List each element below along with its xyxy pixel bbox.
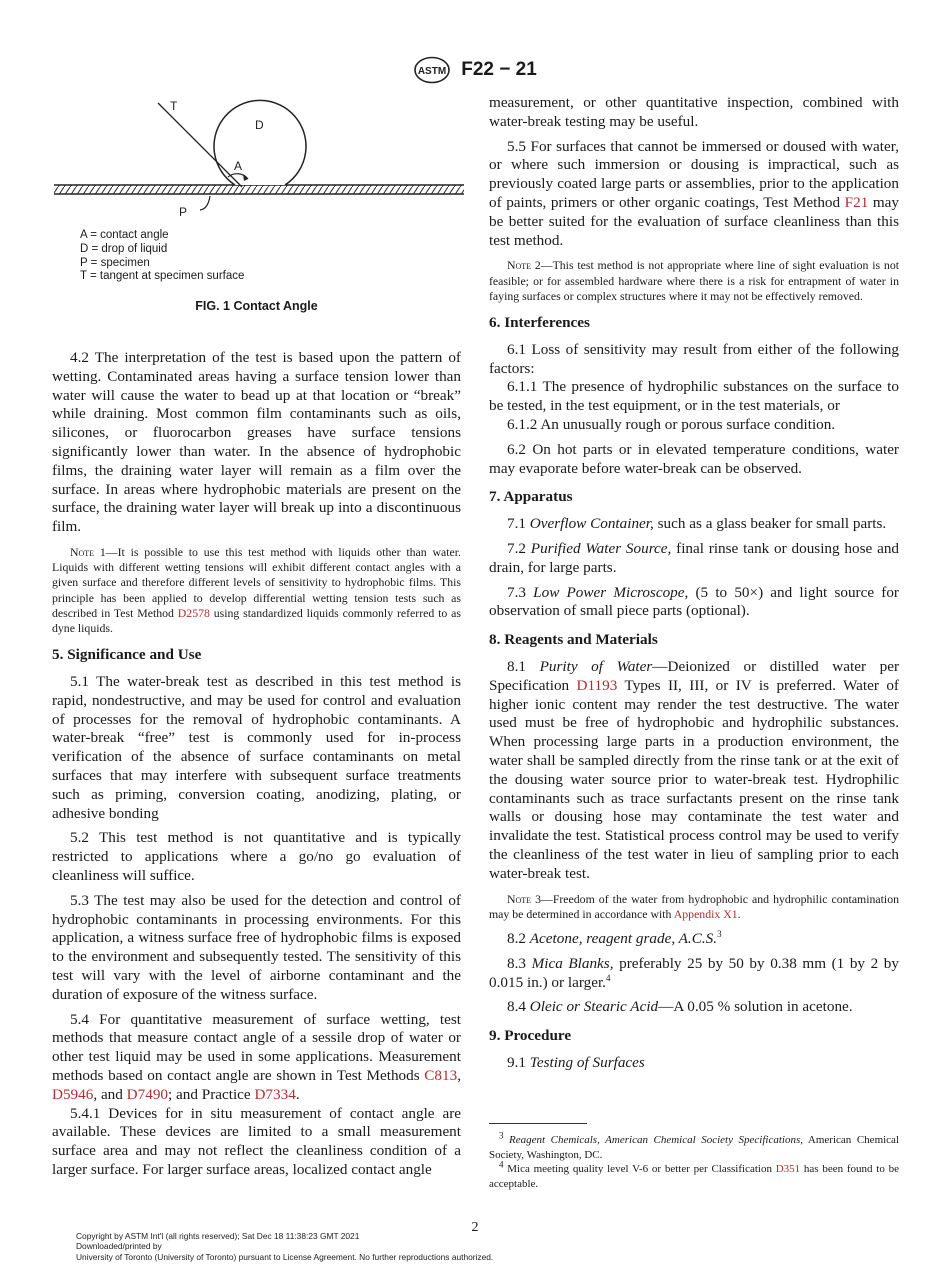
paragraph-7-3: 7.3 Low Power Microscope, (5 to 50×) and light source for observation of small piece parts (optional). — [489, 583, 899, 620]
footnote-4: $^4$ Mica meeting quality level V-6 or better per Classification D351 has been found to be acceptable. — [489, 1159, 899, 1190]
note-1: Note 1—It is possible to use this test method with liquids other than water. Liquids with different wetting tensions will exhibit different contact angles with a given surface and therefore different levels of sensitivity to hydrophobic films. This principle has been applied to develop differential wetting tension tests such as described in Test Method D2578 using standardized liquids commonly referred to as dyne liquids. — [52, 544, 461, 635]
figure-label-d: D — [255, 118, 264, 132]
section-8-heading: 8. Reagents and Materials — [489, 631, 658, 649]
paragraph-8-3: 8.3 Mica Blanks, preferably 25 by 50 by 0.38 mm (1 by 2 by 0.015 in.) or larger.$^4$ — [489, 954, 899, 991]
figure-label-t: T — [170, 99, 178, 113]
paragraph-4-2: 4.2 The interpretation of the test is based upon the pattern of wetting. Contaminated areas having a surface tension lower than water will cause the water to bead up at that location or “break” while draining. Most common film contaminants such as oils, silicones, or fluorocarbon greases have surface tensions significantly lower than water. In the absence of hydrophobic films, the draining water layer will remain as a film over the surface. In areas where hydrophobic materials are present on the surface, the draining water layer will break up into a discontinuous film. — [52, 349, 461, 536]
paragraph-8-4: 8.4 Oleic or Stearic Acid—A 0.05 % solution in acetone. — [507, 998, 853, 1016]
page-header — [0, 56, 950, 84]
paragraph-8-1: 8.1 Purity of Water—Deionized or distilled water per Specification D1193 Types II, III, or IV is preferred. Water of higher ionic content may render the test destructive. The water used must be free of hydrophobic and hydrophilic substances. When processing large parts in a production environment, the water shall be sampled directly from the rinse tank or at the exit of the dousing water source prior to water-break test. Hydrophilic contaminants such as trace surfactants present on the rinse tank walls or dousing hose may contaminate the test water and invalidate the test. Statistical process control may be used to verify the cleanliness of the test water in lieu of sampling prior to each water-break test. — [489, 657, 900, 882]
paragraph-5-1: 5.1 The water-break test as described in this test method is rapid, nondestructive, and may be used for control and evaluation of processes for the removal of hydrophobic contaminants. A water-break “free” test is commonly used for in-process verification of the absence of surface contaminants on metal surfaces that may interfere with subsequent surface treatments such as priming, conversion coating, anodizing, plating, or adhesive bonding — [52, 672, 461, 822]
paragraph-7-2: 7.2 Purified Water Source, final rinse tank or dousing hose and drain, for large parts. — [489, 539, 900, 576]
footnote-3: $^3$ Reagent Chemicals, American Chemical Society Specifications, American Chemical Society, Washington, DC. — [489, 1130, 899, 1161]
section-9-heading: 9. Procedure — [489, 1027, 572, 1045]
page-number: 2 — [471, 1220, 479, 1235]
legend-item: P = specimen — [80, 256, 150, 269]
copyright-line: Copyright by ASTM Int'l (all rights reserved); Sat Dec 18 11:38:23 GMT 2021 — [76, 1231, 360, 1241]
left-column — [52, 349, 461, 1180]
section-7-heading: 7. Apparatus — [489, 488, 573, 506]
link-appendix-x1[interactable]: Appendix X1 — [673, 906, 738, 921]
note-3: Note 3—Freedom of the water from hydrophobic and hydrophilic contamination may be determined in accordance with Appendix X1. — [489, 891, 899, 921]
paragraph-9-1: 9.1 Testing of Surfaces — [507, 1053, 645, 1071]
paragraph-5-3: 5.3 The test may also be used for the detection and control of hydrophobic contaminants in processing environments. For this application, a witness surface free of hydrophobic films is exposed to the environment and subsequently tested. The sensitivity of this test will vary with the level of airborne contaminant and the duration of exposure of the witness surface. — [52, 891, 461, 1003]
paragraph-7-1: 7.1 Overflow Container, such as a glass beaker for small parts. — [507, 515, 887, 533]
link-d1193[interactable]: D1193 — [576, 676, 618, 694]
contact-angle-figure — [52, 88, 464, 228]
copyright-line: Downloaded/printed by — [76, 1241, 162, 1252]
document-designation: F22 − 21 — [461, 59, 537, 80]
paragraph-6-1: 6.1 Loss of sensitivity may result from either of the following factors: — [489, 340, 899, 377]
link-d5946[interactable]: D5946 — [52, 1085, 94, 1103]
copyright-notice — [76, 1231, 493, 1262]
right-column — [489, 94, 899, 1073]
note-2: Note 2—This test method is not appropriate where line of sight evaluation is not feasible; or for assembled hardware where there is a risk for entrapment of water in faying surfaces or complex structures where it may not be effectively removed. — [489, 258, 899, 303]
link-d351[interactable]: D351 — [775, 1163, 801, 1176]
paragraph-continuation: measurement, or other quantitative inspection, combined with water-break testing may be useful. — [489, 94, 899, 130]
footnotes — [489, 1130, 899, 1191]
paragraph-5-2: 5.2 This test method is not quantitative and is typically restricted to applications where a go/no go evaluation of cleanliness will suffice. — [52, 829, 461, 884]
figure-caption: FIG. 1 Contact Angle — [195, 299, 318, 313]
paragraph-5-4-1: 5.4.1 Devices for in situ measurement of contact angle are available. These devices are limited to a small measurement surface area and may not reflect the cleanliness condition of a larger surface. For larger surface areas, localized contact angle — [52, 1104, 461, 1178]
link-d7490[interactable]: D7490 — [126, 1085, 169, 1103]
link-c813[interactable]: C813 — [424, 1066, 458, 1084]
footnote-divider — [489, 1123, 587, 1124]
legend-item: T = tangent at specimen surface — [80, 270, 245, 283]
paragraph-6-1-2: 6.1.2 An unusually rough or porous surface condition. — [507, 415, 836, 433]
link-f21[interactable]: F21 — [844, 193, 869, 211]
paragraph-5-5: 5.5 For surfaces that cannot be immersed or doused with water, or where such immersion or dousing is impractical, such as previously coated large parts or assemblies, prior to the application of paints, primers or other organic coatings, Test Method F21 may be better suited for the evaluation of surface cleanliness than this test method. — [489, 137, 899, 249]
link-d2578[interactable]: D2578 — [177, 605, 210, 620]
copyright-line: University of Toronto (University of Toronto) pursuant to License Agreement. No further reproductions authorized. — [76, 1251, 494, 1262]
svg-text:ASTM: ASTM — [418, 66, 447, 77]
paragraph-6-2: 6.2 On hot parts or in elevated temperature conditions, water may evaporate before water-break can be observed. — [489, 440, 899, 477]
paragraph-6-1-1: 6.1.1 The presence of hydrophilic substances on the surface to be tested, in the test equipment, or in the test materials, or — [489, 378, 899, 415]
figure-label-a: A — [234, 159, 243, 173]
link-d7334[interactable]: D7334 — [254, 1085, 296, 1103]
section-6-heading: 6. Interferences — [489, 313, 590, 331]
legend-item: D = drop of liquid — [80, 242, 168, 255]
paragraph-5-4: 5.4 For quantitative measurement of surface wetting, test methods that measure contact angle of a sessile drop of water or other test liquid may be used in some applications. Measurement methods based on contact angle are shown in Test Methods C813, D5946, and D7490; and Practice D7334. — [52, 1010, 461, 1103]
astm-logo-icon — [413, 56, 451, 84]
paragraph-8-2: 8.2 Acetone, reagent grade, A.C.S.$^3$ — [507, 928, 722, 947]
legend-item: A = contact angle — [80, 229, 169, 241]
section-5-heading: 5. Significance and Use — [52, 646, 202, 664]
figure-label-p: P — [179, 205, 188, 219]
figure-legend — [80, 229, 244, 284]
